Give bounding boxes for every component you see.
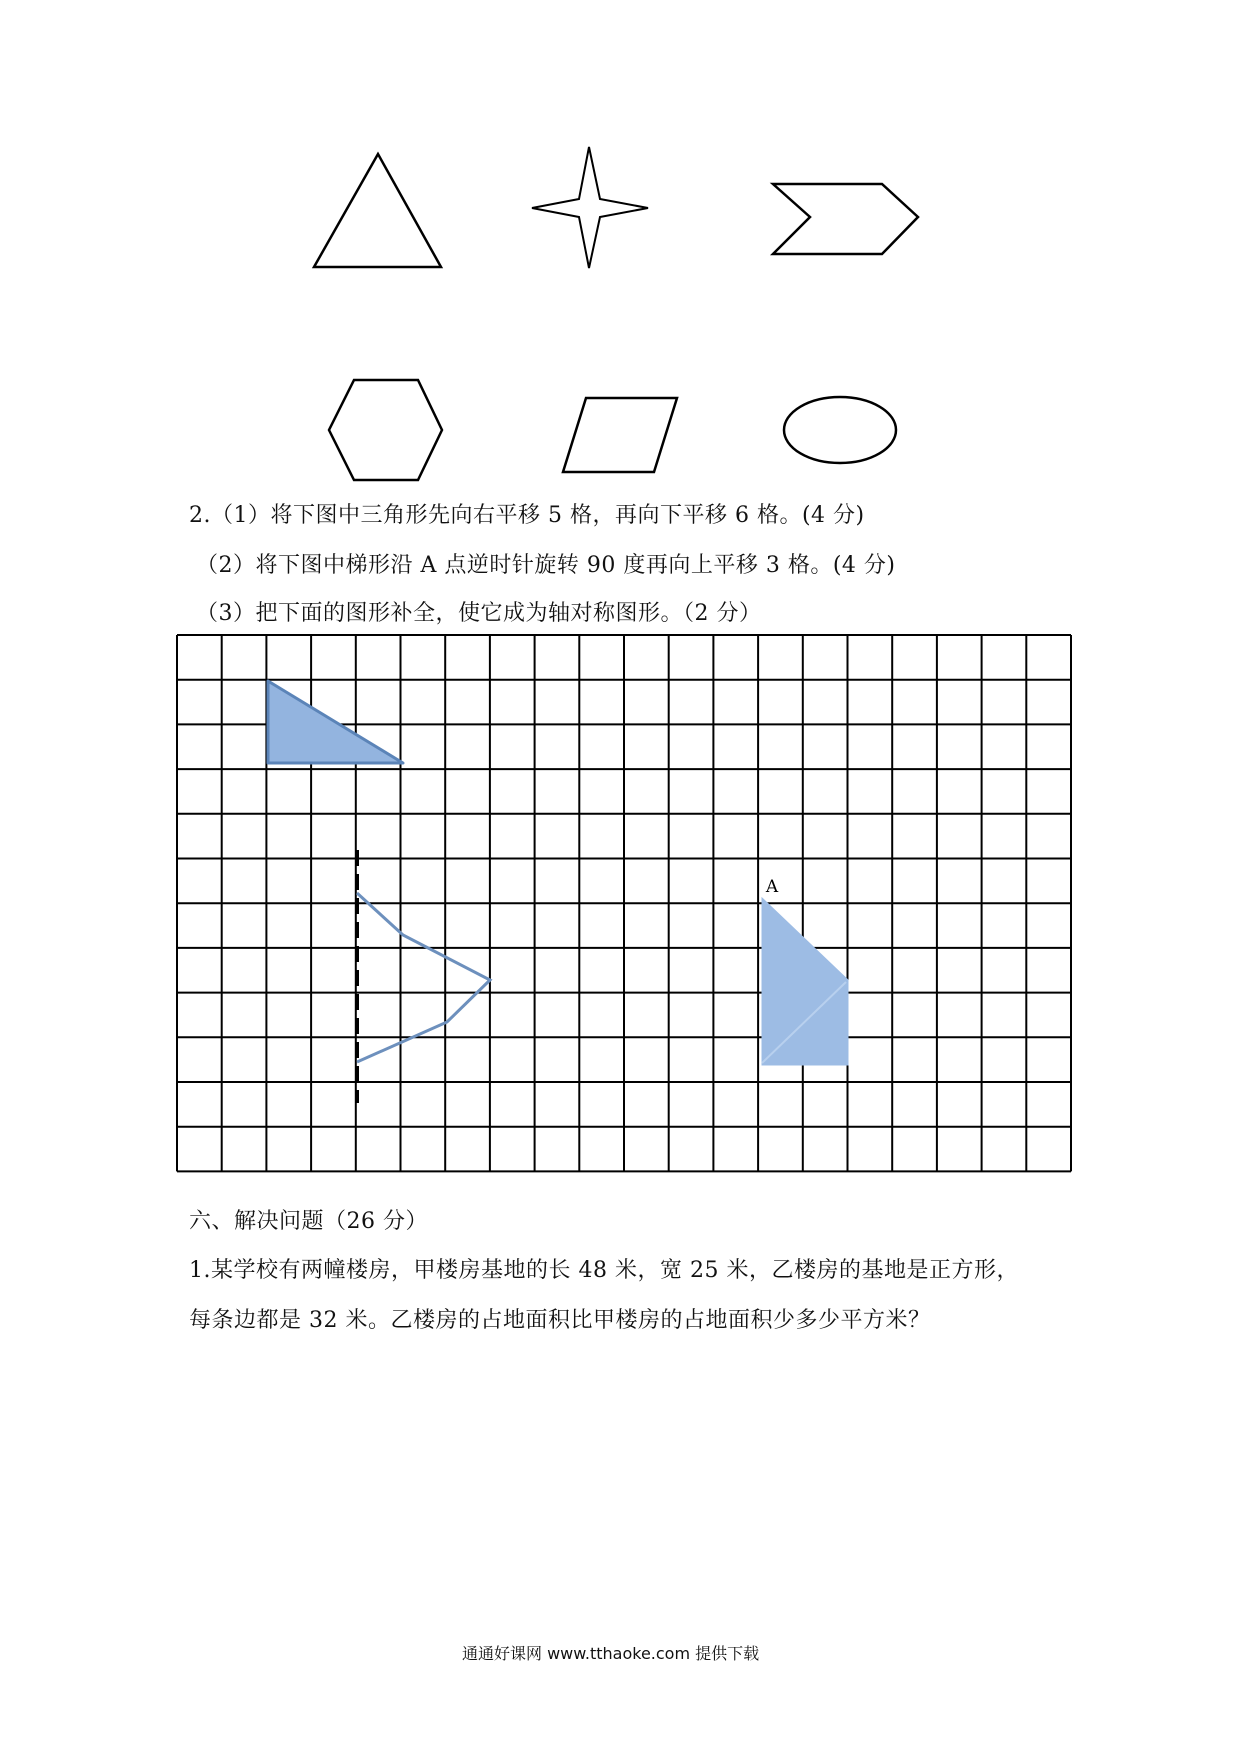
triangle-to-translate [268, 681, 403, 763]
section-6-heading: 六、解决问题（26 分） [189, 1209, 428, 1234]
question-2-part-1: 2.（1）将下图中三角形先向右平移 5 格，再向下平移 6 格。(4 分) [189, 503, 865, 528]
problem-1-line-1: 1.某学校有两幢楼房，甲楼房基地的长 48 米，宽 25 米，乙楼房的基地是正方形， [189, 1258, 1019, 1283]
problem-1-line-2: 每条边都是 32 米。乙楼房的占地面积比甲楼房的占地面积少多少平方米？ [189, 1308, 931, 1333]
question-2-part-2: （2）将下图中梯形沿 A 点逆时针旋转 90 度再向上平移 3 格。(4 分) [196, 553, 896, 578]
question-2-part-3: （3）把下面的图形补全，使它成为轴对称图形。（2 分） [196, 601, 762, 626]
trapezoid-to-rotate [762, 898, 848, 1065]
point-a-label: A [765, 877, 779, 897]
footer-download-note: 通通好课网 www.tthaoke.com 提供下载 [462, 1644, 760, 1663]
